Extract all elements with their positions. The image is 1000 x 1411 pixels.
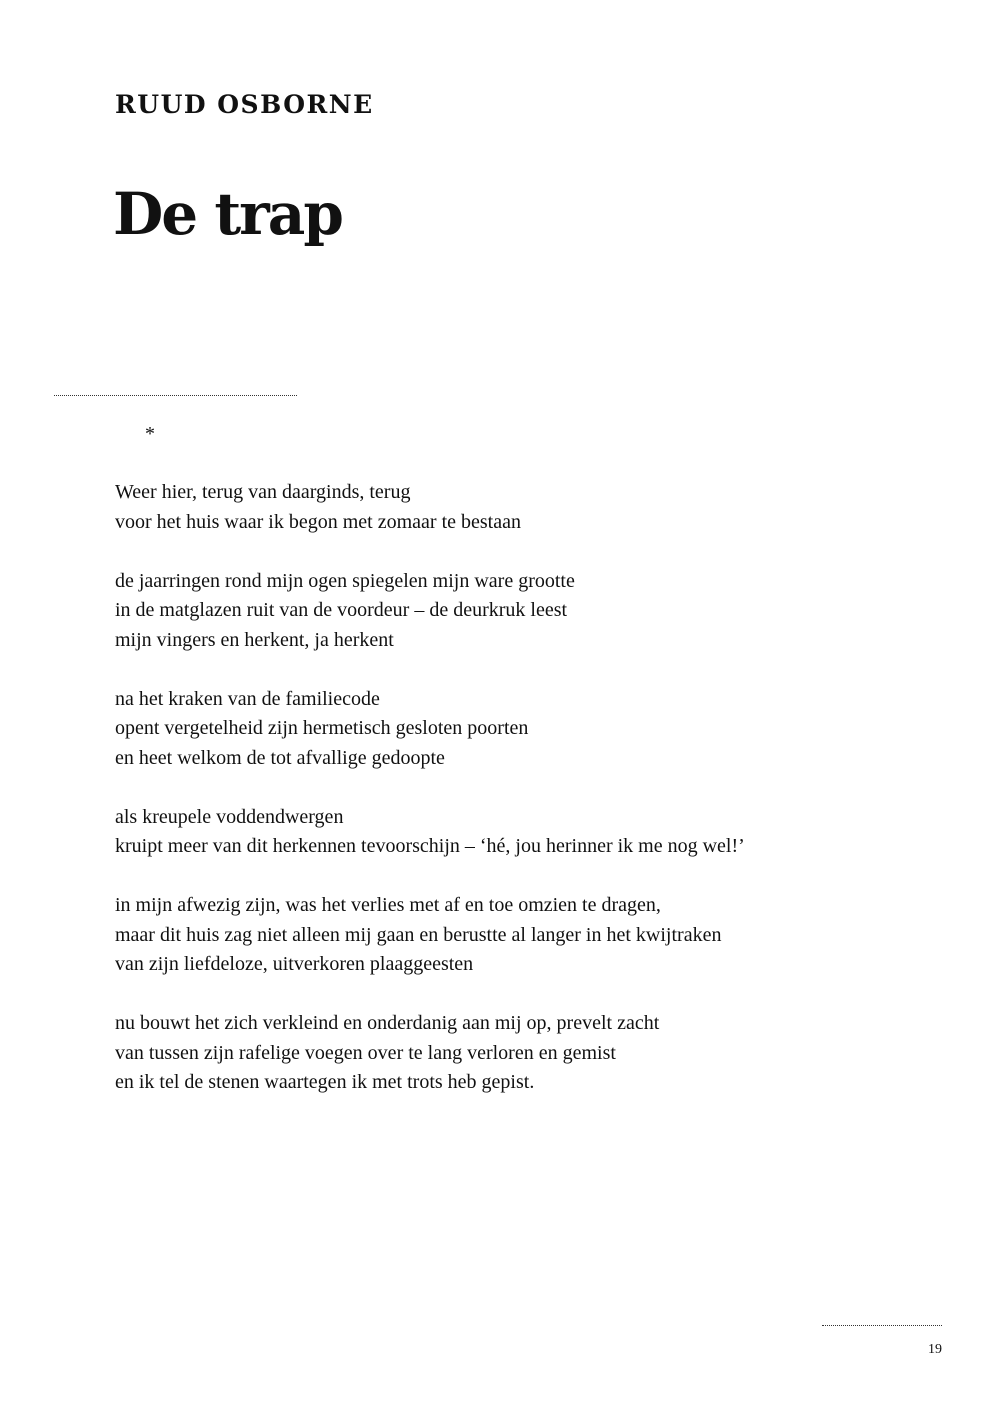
page-number: 19 (928, 1342, 942, 1357)
poem-title: De trap (113, 180, 342, 248)
stanza-3 (115, 685, 975, 774)
poem-body (115, 478, 975, 1127)
stanza-1 (115, 478, 975, 537)
poem-line: maar dit huis zag niet alleen mij gaan en berustte al langer in het kwijtraken (115, 923, 722, 946)
poem-line: kruipt meer van dit herkennen tevoorschijn – ‘hé, jou herinner ik me nog wel!’ (115, 835, 745, 857)
poem-line: mijn vingers en herkent, ja herkent (115, 628, 394, 651)
section-asterisk: * (145, 423, 155, 445)
stanza-5 (115, 891, 975, 980)
stanza-2 (115, 567, 975, 656)
dotted-divider-top (54, 395, 297, 396)
poem-line: de jaarringen rond mijn ogen spiegelen mijn ware grootte (115, 569, 575, 592)
poem-line: opent vergetelheid zijn hermetisch gesloten poorten (115, 717, 529, 739)
poem-line: in de matglazen ruit van de voordeur – de deurkruk leest (115, 599, 568, 621)
poem-line: nu bouwt het zich verkleind en onderdanig aan mij op, prevelt zacht (115, 1012, 660, 1034)
dotted-divider-bottom (822, 1325, 942, 1326)
poem-line: in mijn afwezig zijn, was het verlies met af en toe omzien te dragen, (115, 894, 661, 916)
stanza-6 (115, 1009, 975, 1098)
poem-line: van tussen zijn rafelige voegen over te lang verloren en gemist (115, 1041, 616, 1064)
poem-line: en ik tel de stenen waartegen ik met trots heb gepist. (115, 1071, 535, 1093)
poem-line: als kreupele voddendwergen (115, 805, 344, 828)
poem-line: na het kraken van de familiecode (115, 687, 380, 710)
poem-line: Weer hier, terug van daarginds, terug (115, 481, 411, 503)
poem-line: van zijn liefdeloze, uitverkoren plaaggeesten (115, 953, 474, 975)
author-name: RUUD OSBORNE (115, 90, 374, 119)
poem-line: voor het huis waar ik begon met zomaar te bestaan (115, 510, 521, 533)
stanza-4 (115, 803, 975, 862)
poem-line: en heet welkom de tot afvallige gedoopte (115, 746, 445, 769)
